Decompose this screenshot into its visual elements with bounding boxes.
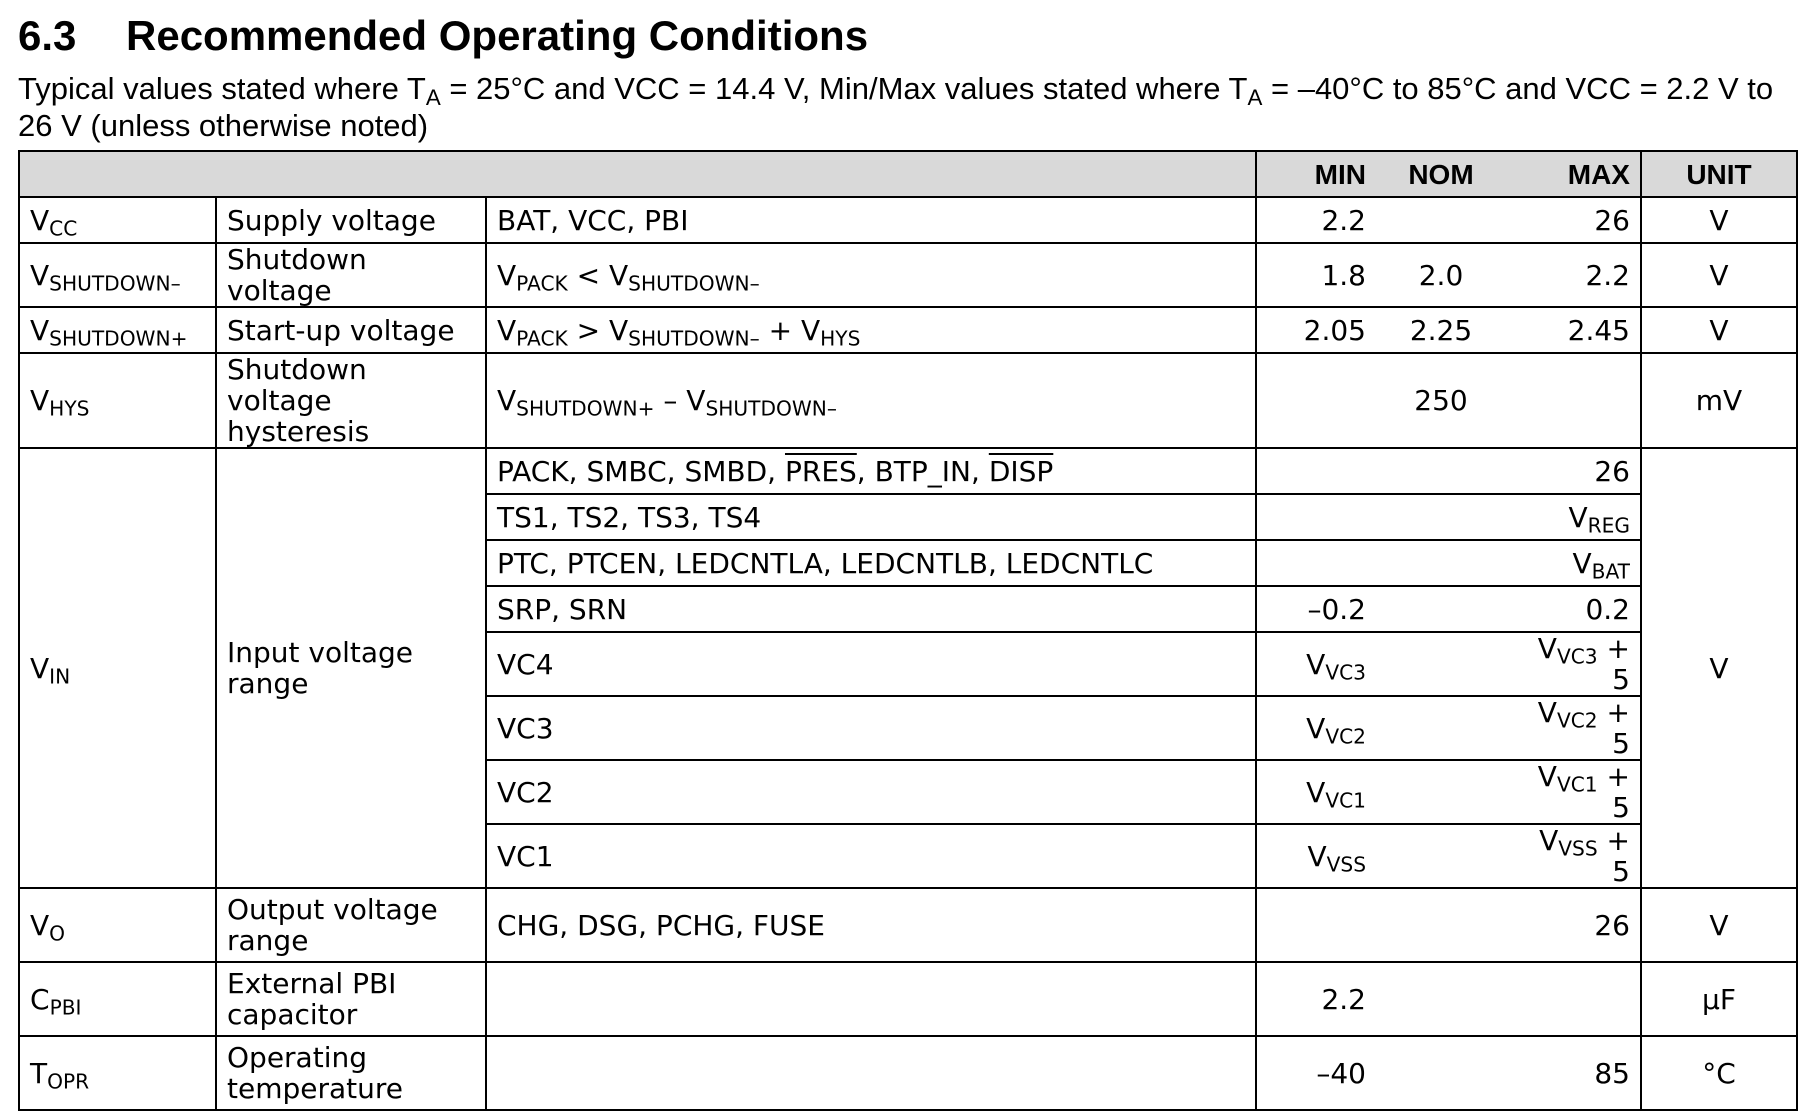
table-row-cpbi bbox=[19, 962, 1797, 1036]
nom-cell bbox=[1376, 760, 1506, 824]
symbol-text: V bbox=[30, 313, 50, 347]
cond-subscript: SHUTDOWN+ bbox=[516, 396, 655, 421]
max-suffix: + 5 bbox=[1597, 760, 1630, 824]
condition-cell: TS1, TS2, TS3, TS4 bbox=[486, 494, 1256, 540]
symbol-text: V bbox=[30, 908, 50, 942]
symbol-subscript: O bbox=[49, 921, 66, 946]
condition-cell bbox=[486, 243, 1256, 307]
min-subscript: VC3 bbox=[1325, 660, 1366, 685]
max-subscript: BAT bbox=[1591, 559, 1630, 584]
nom-cell bbox=[1376, 197, 1506, 243]
symbol-subscript: SHUTDOWN+ bbox=[49, 326, 188, 351]
max-cell bbox=[1506, 824, 1641, 888]
symbol-subscript: SHUTDOWN– bbox=[49, 271, 181, 296]
min-cell bbox=[1256, 494, 1376, 540]
cond-subscript: PACK bbox=[516, 326, 568, 351]
cond-subscript: SHUTDOWN– bbox=[705, 396, 837, 421]
min-cell bbox=[1256, 448, 1376, 494]
nom-cell: 2.25 bbox=[1376, 307, 1506, 353]
symbol-cell bbox=[19, 1036, 216, 1110]
max-subscript: REG bbox=[1587, 513, 1630, 538]
max-cell: 26 bbox=[1506, 448, 1641, 494]
cond-operator: – bbox=[654, 384, 687, 417]
unit-cell: µF bbox=[1641, 962, 1797, 1036]
parameter-cell: Output voltage range bbox=[216, 888, 486, 962]
min-subscript: VC1 bbox=[1325, 788, 1366, 813]
min-cell: 1.8 bbox=[1256, 243, 1376, 307]
symbol-cell bbox=[19, 888, 216, 962]
max-subscript: VC1 bbox=[1556, 772, 1598, 797]
note-text-3: = –40°C to 85°C and VCC = 2.2 V to 26 V (unless otherwise noted) bbox=[18, 71, 1774, 143]
max-cell bbox=[1506, 353, 1641, 448]
nom-cell bbox=[1376, 824, 1506, 888]
symbol-subscript: HYS bbox=[49, 396, 90, 421]
min-cell: 2.05 bbox=[1256, 307, 1376, 353]
cond-overlined-pin: DISP bbox=[988, 454, 1054, 488]
condition-cell bbox=[486, 1036, 1256, 1110]
max-cell: 26 bbox=[1506, 197, 1641, 243]
max-subscript: VC2 bbox=[1556, 708, 1598, 733]
condition-cell: CHG, DSG, PCHG, FUSE bbox=[486, 888, 1256, 962]
symbol-subscript: OPR bbox=[47, 1069, 90, 1094]
max-cell: 0.2 bbox=[1506, 586, 1641, 632]
min-subscript: VC2 bbox=[1325, 724, 1366, 749]
min-cell: 2.2 bbox=[1256, 197, 1376, 243]
min-cell bbox=[1256, 632, 1376, 696]
parameter-cell: External PBI capacitor bbox=[216, 962, 486, 1036]
symbol-cell bbox=[19, 243, 216, 307]
cond-symbol: V bbox=[609, 258, 629, 292]
nom-cell bbox=[1376, 632, 1506, 696]
nom-cell bbox=[1376, 540, 1506, 586]
unit-cell: V bbox=[1641, 197, 1797, 243]
unit-cell: mV bbox=[1641, 353, 1797, 448]
min-symbol: V bbox=[1306, 711, 1326, 745]
header-blank-symbol bbox=[19, 151, 216, 197]
table-row-vshutdown-plus bbox=[19, 307, 1797, 353]
unit-cell: V bbox=[1641, 448, 1797, 888]
unit-cell: V bbox=[1641, 307, 1797, 353]
condition-cell: VC4 bbox=[486, 632, 1256, 696]
max-symbol: V bbox=[1572, 546, 1592, 580]
min-cell bbox=[1256, 353, 1376, 448]
min-cell: 2.2 bbox=[1256, 962, 1376, 1036]
table-row-vo bbox=[19, 888, 1797, 962]
table-row-topr bbox=[19, 1036, 1797, 1110]
condition-cell: VC3 bbox=[486, 696, 1256, 760]
operating-conditions-table bbox=[18, 150, 1798, 1111]
cond-subscript: HYS bbox=[820, 326, 861, 351]
cond-operator: < bbox=[567, 258, 610, 292]
table-row-vhys bbox=[19, 353, 1797, 448]
symbol-cell bbox=[19, 448, 216, 888]
conditions-note bbox=[18, 70, 1788, 144]
header-max: MAX bbox=[1506, 151, 1641, 197]
cond-symbol: V bbox=[497, 384, 517, 417]
note-sub-1: A bbox=[425, 85, 441, 111]
min-subscript: VSS bbox=[1326, 852, 1366, 877]
note-text-2: = 25°C and VCC = 14.4 V, Min/Max values stated where T bbox=[440, 71, 1248, 106]
nom-cell bbox=[1376, 1036, 1506, 1110]
nom-cell bbox=[1376, 962, 1506, 1036]
symbol-text: V bbox=[30, 203, 50, 237]
max-cell bbox=[1506, 494, 1641, 540]
condition-cell bbox=[486, 448, 1256, 494]
symbol-subscript: CC bbox=[49, 216, 78, 241]
parameter-cell: Input voltage range bbox=[216, 448, 486, 888]
condition-cell: BAT, VCC, PBI bbox=[486, 197, 1256, 243]
cond-subscript: SHUTDOWN– bbox=[628, 326, 760, 351]
table-row-vin-1 bbox=[19, 448, 1797, 494]
min-symbol: V bbox=[1306, 775, 1326, 809]
header-blank-condition bbox=[486, 151, 1256, 197]
max-symbol: V bbox=[1537, 760, 1557, 793]
section-heading bbox=[18, 8, 868, 64]
max-cell bbox=[1506, 540, 1641, 586]
cond-operator: > bbox=[567, 313, 610, 347]
symbol-subscript: PBI bbox=[49, 995, 82, 1020]
cond-subscript: SHUTDOWN– bbox=[628, 271, 760, 296]
condition-cell bbox=[486, 353, 1256, 448]
condition-cell bbox=[486, 962, 1256, 1036]
cond-text: , BTP_IN, bbox=[856, 454, 989, 488]
max-subscript: VC3 bbox=[1556, 644, 1598, 669]
table-row-vshutdown-minus bbox=[19, 243, 1797, 307]
max-cell: 85 bbox=[1506, 1036, 1641, 1110]
note-text-1: Typical values stated where T bbox=[18, 71, 426, 106]
table-row-vcc bbox=[19, 197, 1797, 243]
header-unit: UNIT bbox=[1641, 151, 1797, 197]
nom-cell bbox=[1376, 586, 1506, 632]
header-nom: NOM bbox=[1376, 151, 1506, 197]
max-cell: 2.45 bbox=[1506, 307, 1641, 353]
max-cell bbox=[1506, 632, 1641, 696]
parameter-cell: Start-up voltage bbox=[216, 307, 486, 353]
max-cell bbox=[1506, 962, 1641, 1036]
min-cell bbox=[1256, 696, 1376, 760]
min-cell: –0.2 bbox=[1256, 586, 1376, 632]
section-number: 6.3 bbox=[18, 12, 77, 59]
symbol-text: V bbox=[30, 384, 50, 417]
max-symbol: V bbox=[1537, 696, 1557, 729]
note-sub-2: A bbox=[1247, 85, 1263, 111]
condition-cell: VC1 bbox=[486, 824, 1256, 888]
symbol-text: V bbox=[30, 651, 50, 685]
header-row bbox=[19, 151, 1797, 197]
condition-cell: SRP, SRN bbox=[486, 586, 1256, 632]
min-symbol: V bbox=[1306, 647, 1326, 681]
max-suffix: + 5 bbox=[1597, 824, 1630, 888]
section-title: Recommended Operating Conditions bbox=[126, 12, 869, 59]
symbol-cell bbox=[19, 353, 216, 448]
parameter-cell: Supply voltage bbox=[216, 197, 486, 243]
max-cell: 2.2 bbox=[1506, 243, 1641, 307]
cond-symbol: V bbox=[609, 313, 629, 347]
max-symbol: V bbox=[1537, 632, 1557, 665]
symbol-text: V bbox=[30, 258, 50, 292]
cond-text: PACK, SMBC, SMBD, bbox=[497, 454, 785, 488]
min-cell bbox=[1256, 760, 1376, 824]
condition-cell: VC2 bbox=[486, 760, 1256, 824]
min-cell bbox=[1256, 824, 1376, 888]
symbol-cell bbox=[19, 307, 216, 353]
cond-symbol: V bbox=[686, 384, 706, 417]
max-subscript: VSS bbox=[1558, 836, 1598, 861]
unit-cell: °C bbox=[1641, 1036, 1797, 1110]
parameter-cell: Shutdown voltage bbox=[216, 243, 486, 307]
min-cell bbox=[1256, 540, 1376, 586]
symbol-subscript: IN bbox=[49, 664, 71, 689]
cond-overlined-pin: PRES bbox=[784, 454, 857, 488]
max-symbol: V bbox=[1539, 824, 1559, 857]
nom-cell bbox=[1376, 448, 1506, 494]
header-min: MIN bbox=[1256, 151, 1376, 197]
max-cell: 26 bbox=[1506, 888, 1641, 962]
cond-symbol: V bbox=[497, 313, 517, 347]
nom-cell bbox=[1376, 696, 1506, 760]
header-blank-parameter bbox=[216, 151, 486, 197]
cond-symbol: V bbox=[800, 313, 821, 347]
min-cell: –40 bbox=[1256, 1036, 1376, 1110]
symbol-text: C bbox=[30, 982, 50, 1016]
max-cell bbox=[1506, 696, 1641, 760]
cond-operator: + bbox=[759, 313, 801, 347]
cond-symbol: V bbox=[497, 258, 517, 292]
unit-cell: V bbox=[1641, 888, 1797, 962]
cond-subscript: PACK bbox=[516, 271, 568, 296]
max-suffix: + 5 bbox=[1597, 632, 1630, 696]
unit-cell: V bbox=[1641, 243, 1797, 307]
condition-cell: PTC, PTCEN, LEDCNTLA, LEDCNTLB, LEDCNTLC bbox=[486, 540, 1256, 586]
symbol-text: T bbox=[30, 1056, 48, 1090]
condition-cell bbox=[486, 307, 1256, 353]
nom-cell: 2.0 bbox=[1376, 243, 1506, 307]
max-symbol: V bbox=[1568, 500, 1588, 534]
max-suffix: + 5 bbox=[1597, 696, 1630, 760]
parameter-cell: Operating temperature bbox=[216, 1036, 486, 1110]
nom-cell: 250 bbox=[1376, 353, 1506, 448]
symbol-cell bbox=[19, 962, 216, 1036]
nom-cell bbox=[1376, 888, 1506, 962]
min-cell bbox=[1256, 888, 1376, 962]
nom-cell bbox=[1376, 494, 1506, 540]
max-cell bbox=[1506, 760, 1641, 824]
symbol-cell bbox=[19, 197, 216, 243]
min-symbol: V bbox=[1307, 839, 1327, 873]
parameter-cell: Shutdown voltage hysteresis bbox=[216, 353, 486, 448]
